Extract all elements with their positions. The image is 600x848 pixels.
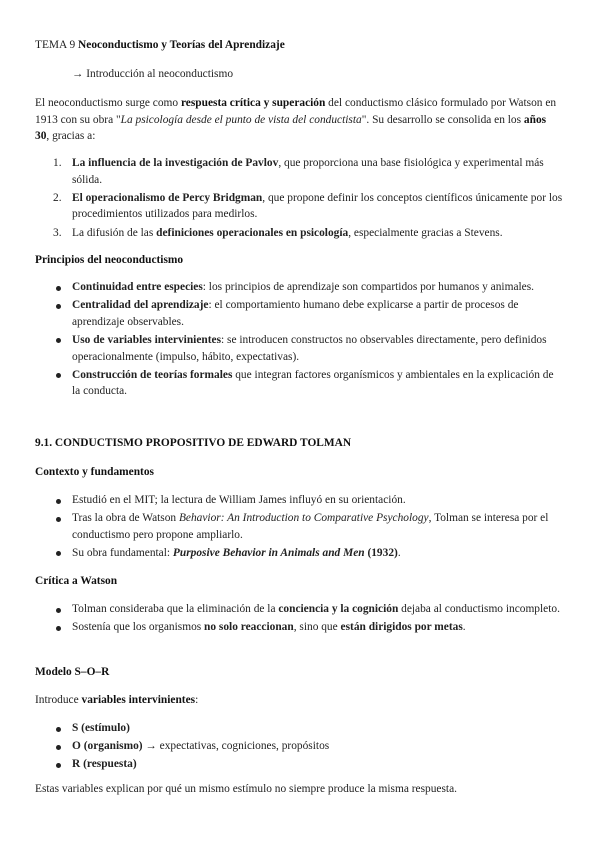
cause-item — [35, 190, 563, 223]
critique-item — [35, 619, 563, 636]
cause-pre: La difusión de las — [72, 226, 157, 239]
context-list — [35, 492, 563, 563]
critique-text: Sostenía que los organismos — [72, 621, 205, 634]
cause-bold: definiciones operacionales en psicología — [156, 226, 349, 239]
model-item-o — [35, 738, 563, 755]
model-o-label: O (organismo) — [72, 740, 143, 753]
document-title: Neoconductismo y Teorías del Aprendizaje — [78, 39, 285, 51]
principle-text: : el comportamiento humano debe explicarse a partir de procesos de aprendizaje observables. — [72, 299, 519, 328]
critique-text: dejaba al conductismo incompleto. — [398, 603, 560, 615]
context-text: , Tolman se interesa por el conductismo pero propone ampliarlo. — [72, 512, 549, 541]
model-item-r — [35, 756, 563, 773]
critique-list — [35, 601, 563, 637]
principle-item — [35, 297, 563, 330]
intro-text-4: , gracias a: — [46, 130, 96, 143]
list-number: 1. — [53, 157, 62, 169]
principle-text: que integran factores organísmicos y ambientales en la explicación de la conducta. — [72, 368, 554, 398]
cause-item — [35, 225, 563, 242]
intro-bold-2: años 30 — [35, 113, 547, 143]
bullet-dot — [56, 499, 61, 504]
principle-bold: Centralidad del aprendizaje — [72, 299, 209, 312]
intro-link[interactable]: → Introducción al neoconductismo — [72, 68, 234, 80]
watson-book-title: Behavior: An Introduction to Comparative Psychology — [178, 512, 429, 525]
tolman-book-year: (1932) — [364, 546, 398, 559]
bullet-dot — [56, 304, 61, 309]
cause-text: , especialmente gracias a Stevens. — [348, 226, 503, 239]
model-intro-text: : — [195, 694, 199, 706]
context-text: Tras la obra de Watson — [72, 512, 179, 525]
model-r-label: R (respuesta) — [72, 758, 137, 771]
bullet-dot — [56, 338, 61, 343]
principle-bold: Continuidad entre especies — [72, 281, 203, 293]
section-title — [35, 435, 563, 452]
model-intro-text: Introduce — [35, 694, 82, 706]
tolman-book-title: Purposive Behavior in Animals and Men — [172, 546, 365, 559]
intro-text-2: del conductismo clásico formulado por Watson en 1913 con su obra " — [35, 97, 557, 126]
principle-bold: Uso de variables intervinientes — [72, 333, 222, 346]
cause-text: , que proporciona una base fisiológica y experimental más sólida. — [72, 157, 544, 186]
principles-list — [35, 279, 563, 402]
principle-item — [35, 332, 563, 365]
intro-text-3: ". Su desarrollo se consolida en los — [361, 113, 524, 126]
bullet-dot — [56, 727, 61, 732]
list-number: 3. — [53, 226, 62, 239]
page-header — [35, 37, 563, 54]
critique-text: . — [462, 621, 466, 634]
principles-heading-text: Principios del neoconductismo — [35, 254, 184, 266]
critique-item — [35, 601, 563, 618]
context-text: Su obra fundamental: — [72, 546, 173, 559]
bullet-dot — [56, 517, 61, 522]
critique-heading-text: Crítica a Watson — [35, 575, 118, 587]
intro-text-1: El neoconductismo surge como — [35, 97, 181, 109]
bullet-dot — [56, 626, 61, 631]
critique-bold: conciencia y la cognición — [278, 603, 399, 615]
model-o-text: → expectativas, cogniciones, propósitos — [142, 740, 330, 753]
context-item — [35, 492, 563, 509]
principle-text: : se introducen constructos no observables directamente, pero definidos operacionalmente (impulso, hábito, expectativas). — [72, 333, 547, 363]
critique-bold: están dirigidos por metas — [340, 621, 463, 634]
principle-text: : los principios de aprendizaje son compartidos por humanos y animales. — [202, 281, 534, 293]
list-number: 2. — [53, 191, 62, 204]
intro-bold-1: respuesta crítica y superación — [180, 97, 326, 109]
model-heading-text: Modelo S–O–R — [35, 666, 110, 678]
bullet-dot — [56, 608, 61, 613]
bullet-dot — [56, 551, 61, 556]
model-intro — [35, 692, 563, 709]
bullet-dot — [56, 286, 61, 291]
cause-text: , que propone definir los conceptos científicos únicamente por los procedimientos utilizados para medirlos. — [72, 191, 563, 221]
principle-item — [35, 279, 563, 296]
model-list — [35, 720, 563, 775]
model-item-s — [35, 720, 563, 737]
principles-heading — [35, 252, 563, 269]
principle-item — [35, 367, 563, 400]
cause-item — [35, 155, 563, 188]
model-intro-bold: variables intervinientes — [81, 694, 196, 706]
header-prefix: TEMA 9 — [35, 39, 79, 51]
context-text: Estudió en el MIT; la lectura de William James influyó en su orientación. — [72, 494, 406, 506]
context-item — [35, 545, 563, 562]
critique-text: Tolman consideraba que la eliminación de la — [72, 603, 279, 615]
critique-bold: no solo reaccionan — [204, 621, 294, 634]
critique-text: , sino que — [293, 621, 341, 634]
critique-heading — [35, 573, 563, 590]
context-heading — [35, 464, 563, 481]
principle-bold: Construcción de teorías formales — [72, 368, 233, 381]
context-heading-text: Contexto y fundamentos — [35, 466, 154, 478]
intro-book-title: La psicología desde el punto de vista del conductista — [120, 113, 362, 126]
context-item — [35, 510, 563, 543]
model-heading — [35, 664, 563, 681]
bullet-dot — [56, 373, 61, 378]
closing-paragraph: Estas variables explican por qué un mismo estímulo no siempre produce la misma respuesta. — [35, 783, 457, 795]
bullet-dot — [56, 745, 61, 750]
cause-bold: La influencia de la investigación de Pavlov — [72, 157, 279, 169]
section-title-text: 9.1. CONDUCTISMO PROPOSITIVO DE EDWARD TOLMAN — [35, 437, 352, 449]
causes-list — [35, 155, 563, 243]
model-s-label: S (estímulo) — [72, 722, 130, 734]
context-text: . — [397, 546, 401, 559]
intro-paragraph — [35, 95, 563, 145]
bullet-dot — [56, 763, 61, 768]
cause-bold: El operacionalismo de Percy Bridgman — [72, 191, 263, 204]
